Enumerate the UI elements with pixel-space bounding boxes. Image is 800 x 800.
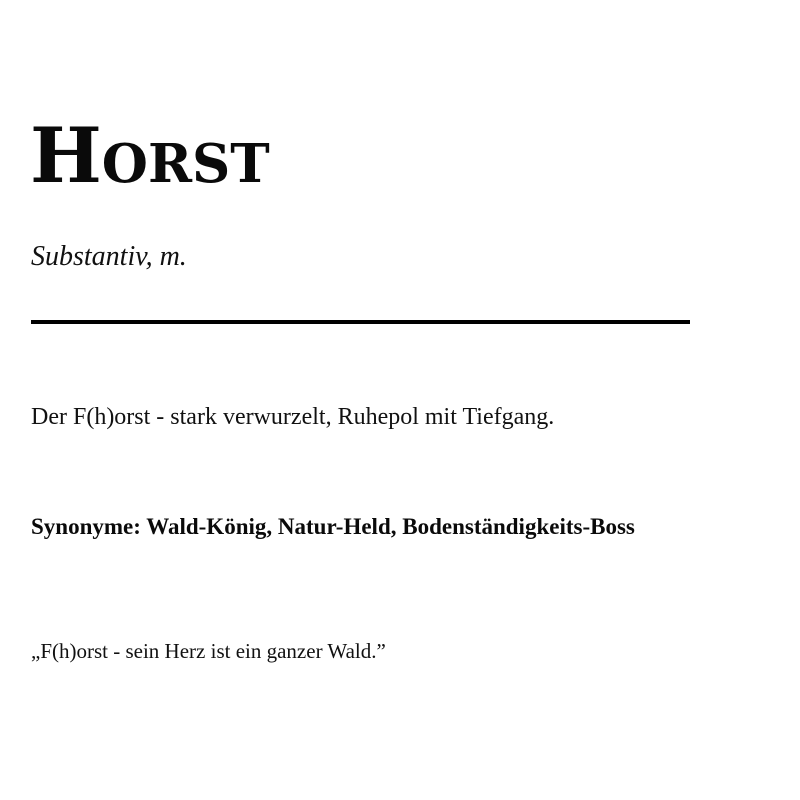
synonyms-text: Synonyme: Wald-König, Natur-Held, Bodenständigkeits-Boss: [31, 514, 635, 539]
divider-line: [31, 320, 690, 324]
headword-title: Horst: [30, 111, 270, 200]
quote-text: „F(h)orst - sein Herz ist ein ganzer Wald.”: [31, 639, 386, 663]
part-of-speech-label: Substantiv, m.: [31, 241, 187, 272]
definition-text: Der F(h)orst - stark verwurzelt, Ruhepol mit Tiefgang.: [31, 404, 555, 430]
